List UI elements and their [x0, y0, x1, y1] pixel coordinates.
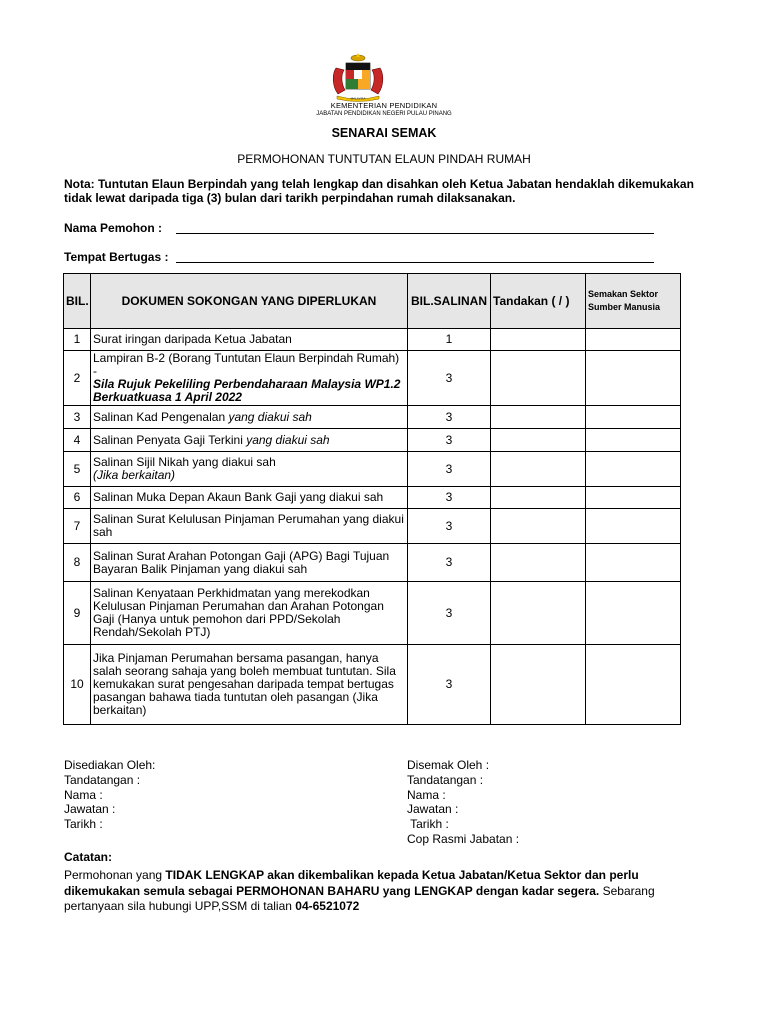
tarikh-label: Tarikh :	[407, 817, 449, 832]
tandakan-cell[interactable]	[491, 645, 586, 725]
department-name: JABATAN PENDIDIKAN NEGERI PULAU PINANG	[316, 111, 452, 117]
svg-text:MALAYSIA: MALAYSIA	[350, 96, 366, 101]
row-description: Jika Pinjaman Perumahan bersama pasangan, hanya salah seorang sahaja yang boleh membuat tuntutan. Sila kemukakan surat pengesahan daripada tempat bertugas pasangan bahawa tiada tuntutan oleh pasangan (Jika berkaitan)	[91, 645, 408, 725]
table-row: 5 Salinan Sijil Nikah yang diakui sah (Jika berkaitan) 3	[64, 452, 681, 487]
nama-pemohon-line	[176, 233, 654, 234]
tandatangan-label: Tandatangan :	[407, 772, 484, 787]
semakan-cell[interactable]	[586, 544, 681, 582]
semakan-cell[interactable]	[586, 645, 681, 725]
semakan-cell[interactable]	[586, 429, 681, 452]
disemak-heading: Disemak Oleh :	[407, 758, 490, 772]
tarikh-label: Tarikh :	[64, 817, 103, 832]
tandakan-cell[interactable]	[491, 351, 586, 406]
tandatangan-label: Tandatangan :	[64, 772, 141, 787]
table-row: 7 Salinan Surat Kelulusan Pinjaman Perumahan yang diakui sah 3	[64, 509, 681, 544]
tandakan-cell[interactable]	[491, 582, 586, 645]
document-subtitle: PERMOHONAN TUNTUTAN ELAUN PINDAH RUMAH	[237, 152, 531, 166]
semakan-cell[interactable]	[586, 582, 681, 645]
nama-pemohon-label: Nama Pemohon :	[64, 221, 163, 235]
row-description: Salinan Kenyataan Perkhidmatan yang merekodkan Kelulusan Pinjaman Perumahan dan Arahan Potongan Gaji (Hanya untuk pemohon dari PPD/Sekolah Rendah/Sekolah PTJ)	[91, 582, 408, 645]
nama-label: Nama :	[64, 787, 103, 802]
disemak-block	[407, 758, 519, 847]
jawatan-label: Jawatan :	[407, 802, 459, 817]
checklist-table	[63, 273, 681, 725]
disediakan-block	[64, 758, 155, 832]
cop-rasmi-label: Cop Rasmi Jabatan :	[407, 831, 520, 846]
tempat-bertugas-line	[176, 262, 654, 263]
table-row: 1 Surat iringan daripada Ketua Jabatan 1	[64, 329, 681, 351]
tandakan-cell[interactable]	[491, 329, 586, 351]
table-row: 4 Salinan Penyata Gaji Terkini yang diakui sah 3	[64, 429, 681, 452]
row-description: Salinan Sijil Nikah yang diakui sah (Jika berkaitan)	[91, 452, 408, 487]
table-row: 6 Salinan Muka Depan Akaun Bank Gaji yang diakui sah 3	[64, 487, 681, 509]
malaysia-crest-icon	[329, 52, 387, 102]
table-row: 9 Salinan Kenyataan Perkhidmatan yang merekodkan Kelulusan Pinjaman Perumahan dan Arahan Potongan Gaji (Hanya untuk pemohon dari PPD/Sekolah Rendah/Sekolah PTJ) 3	[64, 582, 681, 645]
col-salinan: BIL.SALINAN	[408, 274, 491, 329]
ministry-name: KEMENTERIAN PENDIDIKAN	[330, 101, 438, 110]
row-description: Salinan Penyata Gaji Terkini yang diakui sah	[91, 429, 408, 452]
disediakan-heading: Disediakan Oleh:	[64, 758, 156, 772]
row-description: Salinan Surat Arahan Potongan Gaji (APG) Bagi Tujuan Bayaran Balik Pinjaman yang diakui sah	[91, 544, 408, 582]
semakan-cell[interactable]	[586, 452, 681, 487]
tandakan-cell[interactable]	[491, 452, 586, 487]
semakan-cell[interactable]	[586, 509, 681, 544]
row-description: Surat iringan daripada Ketua Jabatan	[91, 329, 408, 351]
col-dokumen: DOKUMEN SOKONGAN YANG DIPERLUKAN	[91, 274, 408, 329]
table-row: 10 Jika Pinjaman Perumahan bersama pasangan, hanya salah seorang sahaja yang boleh membuat tuntutan. Sila kemukakan surat pengesahan daripada tempat bertugas pasangan bahawa tiada tuntutan oleh pasangan (Jika berkaitan) 3	[64, 645, 681, 725]
table-row: 8 Salinan Surat Arahan Potongan Gaji (APG) Bagi Tujuan Bayaran Balik Pinjaman yang diakui sah 3	[64, 544, 681, 582]
tandakan-cell[interactable]	[491, 406, 586, 429]
tandakan-cell[interactable]	[491, 544, 586, 582]
table-row: 2 Lampiran B-2 (Borang Tuntutan Elaun Berpindah Rumah) - Sila Rujuk Pekeliling Perbendaharaan Malaysia WP1.2 Berkuatkuasa 1 April 2022 3	[64, 351, 681, 406]
tandakan-cell[interactable]	[491, 487, 586, 509]
row-description: Salinan Surat Kelulusan Pinjaman Perumahan yang diakui sah	[91, 509, 408, 544]
semakan-cell[interactable]	[586, 406, 681, 429]
document-title: SENARAI SEMAK	[331, 126, 437, 140]
catatan-text: Permohonan yang TIDAK LENGKAP akan dikembalikan kepada Ketua Jabatan/Ketua Sektor dan perlu dikemukakan semula sebagai PERMOHONAN BAHARU yang LENGKAP dengan kadar segera. Sebarang pertanyaan sila hubungi UPP,SSM di talian 04-6521072	[64, 868, 655, 913]
row-description: Lampiran B-2 (Borang Tuntutan Elaun Berpindah Rumah) - Sila Rujuk Pekeliling Perbendaharaan Malaysia WP1.2 Berkuatkuasa 1 April 2022	[91, 351, 408, 406]
nama-label: Nama :	[407, 787, 446, 802]
col-tandakan: Tandakan ( / )	[491, 274, 586, 329]
catatan-heading: Catatan:	[64, 850, 113, 864]
tandakan-cell[interactable]	[491, 509, 586, 544]
jawatan-label: Jawatan :	[64, 802, 116, 817]
tempat-bertugas-label: Tempat Bertugas :	[64, 250, 169, 264]
row-description: Salinan Muka Depan Akaun Bank Gaji yang diakui sah	[91, 487, 408, 509]
semakan-cell[interactable]	[586, 351, 681, 406]
semakan-cell[interactable]	[586, 329, 681, 351]
nota-text: Nota: Tuntutan Elaun Berpindah yang telah lengkap dan disahkan oleh Ketua Jabatan hendaklah dikemukakan tidak lewat daripada tiga (3) bulan dari tarikh perpindahan rumah dilaksanakan.	[64, 177, 694, 205]
col-semakan: Semakan Sektor Sumber Manusia	[586, 274, 681, 329]
row-description: Salinan Kad Pengenalan yang diakui sah	[91, 406, 408, 429]
semakan-cell[interactable]	[586, 487, 681, 509]
table-row: 3 Salinan Kad Pengenalan yang diakui sah 3	[64, 406, 681, 429]
col-bil: BIL.	[64, 274, 91, 329]
tandakan-cell[interactable]	[491, 429, 586, 452]
